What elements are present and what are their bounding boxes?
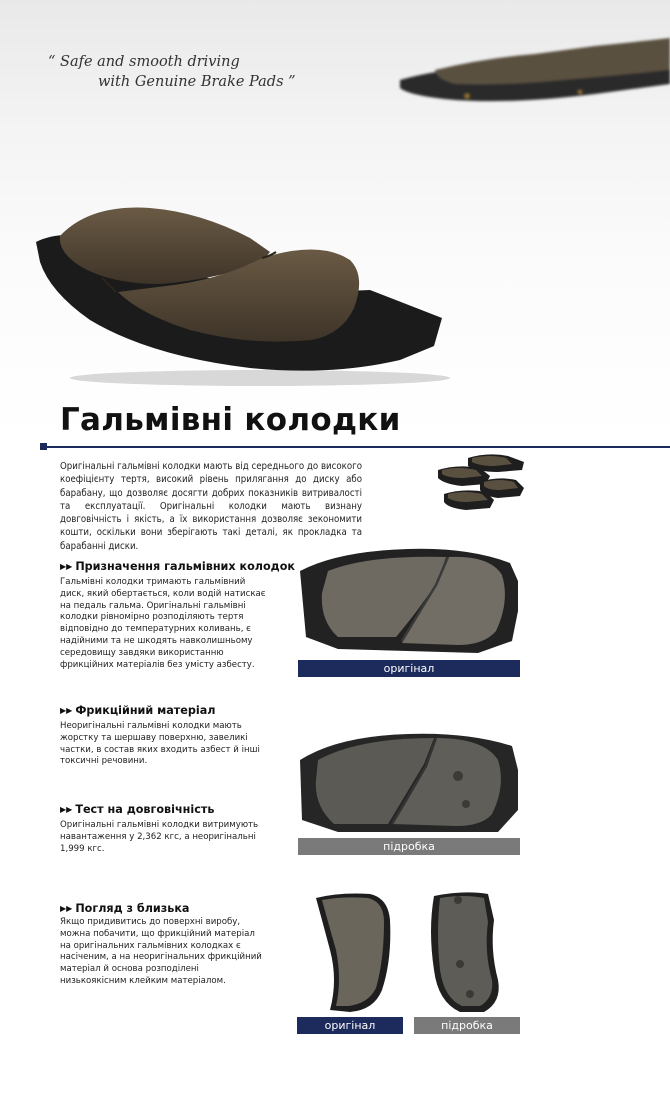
section-heading-text: Погляд з близька [75,902,190,915]
caption-closeup-fake: підробка [414,1017,520,1034]
double-arrow-icon: ▶▶ [60,706,73,715]
double-arrow-icon: ▶▶ [60,562,73,571]
section-text-durability: Оригінальні гальмівні колодки витримують навантаження у 2,362 кгс, а неоригінальні 1,999 кгс. [60,820,259,854]
page-title: Гальмівні колодки [60,402,401,438]
tagline [48,52,296,92]
section-heading-closeup [60,902,189,915]
section-text-purpose: Гальмівні колодки тримають гальмівний диск, який обертається, коли водій натискає на педаль гальма. Оригінальні гальмівні колодки рівномірно розподіляють тертя відповідно до температурних коливань, є надійними та не шкодять навколишньому середовищу завдяки використанню фрикційних матеріалів без умісту азбесту. [60,577,266,670]
fake-pad-photo [298,720,520,838]
brake-pads-background-image [395,30,670,110]
tagline-line-1: “ Safe and smooth driving [48,54,240,70]
section-heading-purpose [60,560,295,573]
fake-closeup-photo [424,890,514,1015]
section-heading-text: Фрикційний матеріал [75,704,216,717]
intro-paragraph: Оригінальні гальмівні колодки мають від середнього до високого коефіцієнту тертя, високий рівень прилягання до диску або барабану, що дозволяє досягти добрих показників витривалості та експлуатації. Оригінальні колодки мають визнану довговічність і якість, а їх використання дозволяє зекономити кошти, оскільки вони зберігають такі деталі, як прокладка та барабанні диски. [60,461,362,552]
section-heading-durability [60,803,214,816]
caption-original: оригінал [298,660,520,677]
double-arrow-icon: ▶▶ [60,904,73,913]
brake-pad-hero-image [30,200,450,390]
tagline-line-2: with Genuine Brake Pads ” [98,74,296,90]
original-pad-photo [298,541,520,659]
section-text-closeup: Якщо придивитись до поверхні виробу, можна побачити, що фрикційний матеріал на оригінальних гальмівних колодках є насіченим, а на неоригінальних фрикційний матеріал й основа розподілені низькоякісним клейким матеріалом. [60,917,262,986]
section-text-friction: Неоригінальні гальмівні колодки мають жорстку та шершаву поверхню, завеликі частки, в состав яких входить азбест й інші токсичні речовини. [60,721,260,767]
original-closeup-photo [310,890,398,1015]
section-heading-friction [60,704,215,717]
brake-pads-set-image [428,450,528,520]
caption-closeup-original: оригінал [297,1017,403,1034]
title-underline [42,446,670,448]
caption-fake: підробка [298,838,520,855]
section-heading-text: Тест на довговічність [75,803,215,816]
section-heading-text: Призначення гальмівних колодок [75,560,295,573]
double-arrow-icon: ▶▶ [60,805,73,814]
